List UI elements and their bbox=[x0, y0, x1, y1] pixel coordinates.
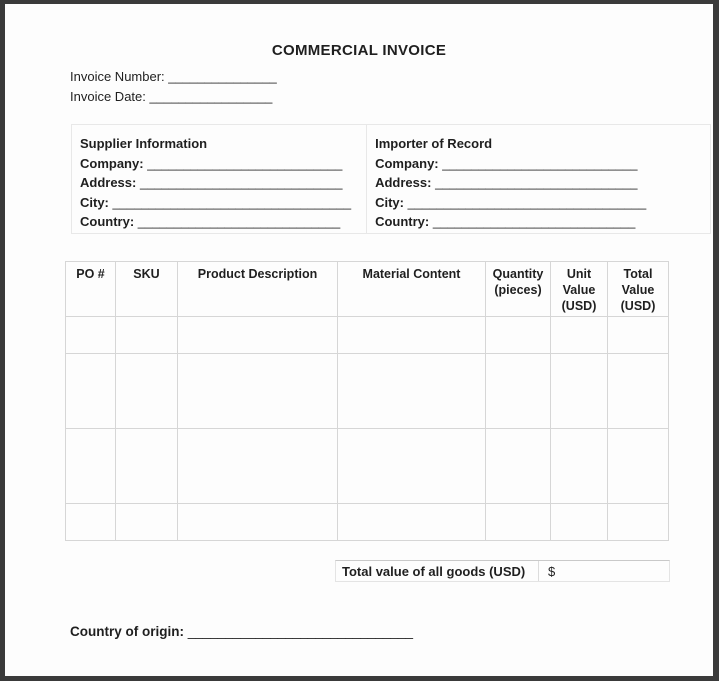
table-cell bbox=[486, 354, 551, 429]
table-cell bbox=[551, 317, 608, 354]
form-field-blank-line: ___________________________ bbox=[442, 155, 638, 171]
table-cell bbox=[551, 504, 608, 541]
column-header: PO # bbox=[66, 262, 116, 317]
table-row bbox=[66, 504, 669, 541]
items-table-body bbox=[66, 317, 669, 541]
form-field-label: Address: bbox=[375, 175, 432, 191]
form-field-blank-line: ____________________________ bbox=[139, 175, 343, 191]
country-of-origin-blank-line: ______________________________ bbox=[187, 624, 413, 639]
form-field-blank-line: ___________________________ bbox=[147, 155, 343, 171]
table-cell bbox=[486, 429, 551, 504]
form-field-blank-line: _________________________________ bbox=[112, 194, 352, 210]
table-cell bbox=[178, 504, 338, 541]
form-field-label: Address: bbox=[80, 175, 137, 191]
form-field-label: City: bbox=[375, 194, 404, 210]
supplier-address-field bbox=[80, 173, 366, 193]
table-cell bbox=[116, 504, 178, 541]
table-cell bbox=[551, 429, 608, 504]
form-field-blank-line: ____________________________ bbox=[137, 214, 341, 230]
form-field-label: City: bbox=[80, 194, 109, 210]
invoice-date-blank-line: _________________ bbox=[149, 88, 273, 104]
column-header: Total Value (USD) bbox=[608, 262, 669, 317]
table-cell bbox=[338, 429, 486, 504]
column-header: Quantity (pieces) bbox=[486, 262, 551, 317]
table-cell bbox=[178, 429, 338, 504]
parties-section bbox=[71, 124, 711, 234]
supplier-information-block bbox=[72, 125, 367, 233]
supplier-country-field bbox=[80, 212, 366, 232]
table-cell bbox=[608, 429, 669, 504]
grand-total-row bbox=[335, 560, 670, 582]
table-cell bbox=[486, 317, 551, 354]
table-cell bbox=[116, 429, 178, 504]
column-header: SKU bbox=[116, 262, 178, 317]
table-cell bbox=[116, 354, 178, 429]
table-cell bbox=[608, 317, 669, 354]
items-table bbox=[65, 261, 669, 541]
table-cell bbox=[338, 504, 486, 541]
invoice-meta bbox=[70, 67, 277, 106]
table-header-row bbox=[66, 262, 669, 317]
invoice-number-field bbox=[70, 67, 277, 87]
form-field-blank-line: ____________________________ bbox=[432, 214, 636, 230]
invoice-number-blank-line: _______________ bbox=[168, 69, 277, 84]
table-cell bbox=[116, 317, 178, 354]
table-cell bbox=[551, 354, 608, 429]
form-field-label: Company: bbox=[375, 155, 439, 171]
table-row bbox=[66, 429, 669, 504]
column-header: Unit Value (USD) bbox=[551, 262, 608, 317]
table-row bbox=[66, 354, 669, 429]
table-cell bbox=[66, 354, 116, 429]
table-cell bbox=[338, 317, 486, 354]
table-cell bbox=[178, 317, 338, 354]
form-field-label: Country: bbox=[80, 214, 135, 230]
currency-symbol: $ bbox=[548, 563, 556, 579]
invoice-date-label: Invoice Date: bbox=[70, 88, 146, 104]
table-cell bbox=[608, 504, 669, 541]
supplier-company-field bbox=[80, 154, 366, 174]
line-items-section bbox=[65, 261, 669, 541]
importer-address-field bbox=[375, 173, 710, 193]
form-field-label: Country: bbox=[375, 214, 430, 230]
table-cell bbox=[338, 354, 486, 429]
country-of-origin-label: Country of origin: bbox=[70, 624, 184, 639]
invoice-date-field bbox=[70, 87, 277, 107]
grand-total-value bbox=[539, 564, 669, 579]
form-field-blank-line: ____________________________ bbox=[435, 175, 638, 191]
form-field-label: Company: bbox=[80, 155, 144, 171]
invoice-number-label: Invoice Number: bbox=[70, 69, 165, 84]
table-cell bbox=[178, 354, 338, 429]
column-header: Product Description bbox=[178, 262, 338, 317]
importer-city-field bbox=[375, 193, 710, 213]
table-cell bbox=[66, 429, 116, 504]
table-cell bbox=[486, 504, 551, 541]
form-field-blank-line: _________________________________ bbox=[407, 194, 647, 210]
grand-total-label: Total value of all goods (USD) bbox=[336, 561, 539, 581]
table-cell bbox=[608, 354, 669, 429]
document-title: COMMERCIAL INVOICE bbox=[271, 42, 447, 59]
importer-of-record-block bbox=[367, 125, 710, 233]
table-cell bbox=[66, 504, 116, 541]
supplier-city-field bbox=[80, 193, 366, 213]
table-cell bbox=[66, 317, 116, 354]
importer-company-field bbox=[375, 154, 710, 174]
table-row bbox=[66, 317, 669, 354]
importer-country-field bbox=[375, 212, 710, 232]
importer-heading: Importer of Record bbox=[375, 136, 493, 151]
country-of-origin-field bbox=[70, 624, 413, 639]
column-header: Material Content bbox=[338, 262, 486, 317]
supplier-heading: Supplier Information bbox=[80, 136, 208, 151]
